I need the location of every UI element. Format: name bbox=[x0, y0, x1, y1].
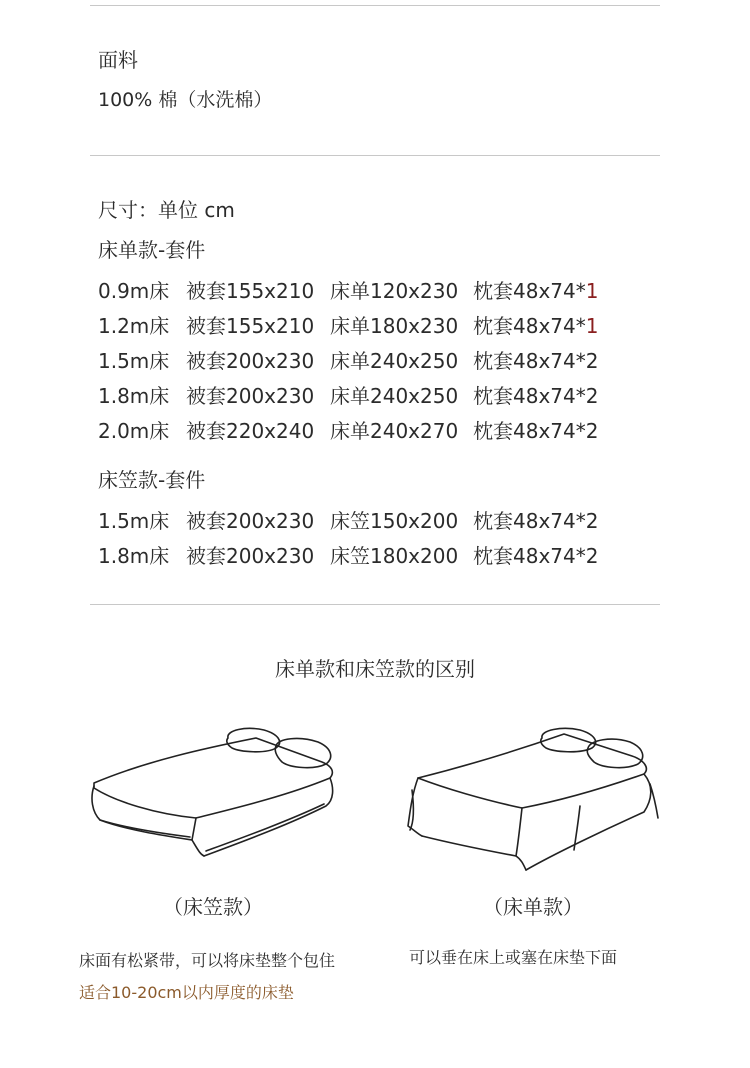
flat-sheet-caption: （床单款） bbox=[483, 895, 583, 919]
sheet-size: 床单240x250 bbox=[330, 349, 459, 373]
pillow-label: 枕套48x74* bbox=[473, 544, 586, 568]
bed-size: 1.8m床 bbox=[98, 544, 170, 568]
sheet-size: 床笠150x200 bbox=[330, 509, 459, 533]
bed-size: 1.8m床 bbox=[98, 384, 170, 408]
pillow-size bbox=[473, 279, 598, 303]
pillow-label: 枕套48x74* bbox=[473, 349, 586, 373]
pillow-qty: 2 bbox=[585, 509, 599, 533]
bed-size: 1.5m床 bbox=[98, 349, 170, 373]
duvet-size: 被套155x210 bbox=[186, 314, 315, 338]
pillow-label: 枕套48x74* bbox=[473, 314, 586, 338]
duvet-size: 被套200x230 bbox=[186, 544, 315, 568]
duvet-size: 被套200x230 bbox=[186, 349, 315, 373]
fitted-sheet-note: 床面有松紧带，可以将床垫整个包住 bbox=[79, 951, 336, 970]
sheet-size: 床单240x270 bbox=[330, 419, 459, 443]
fitted-sheet-caption: （床笠款） bbox=[163, 895, 263, 919]
bed-size: 1.5m床 bbox=[98, 509, 170, 533]
pillow-qty: 2 bbox=[585, 544, 599, 568]
pillow-size bbox=[473, 384, 598, 408]
pillow-qty: 1 bbox=[585, 314, 599, 338]
duvet-size: 被套155x210 bbox=[186, 279, 315, 303]
top-divider bbox=[90, 5, 660, 6]
bed-size: 1.2m床 bbox=[98, 314, 170, 338]
fabric-value: 100% 棉（水洗棉） bbox=[98, 89, 273, 111]
size-unit-label: 尺寸：单位 cm bbox=[98, 198, 235, 222]
pillow-qty: 2 bbox=[585, 349, 599, 373]
pillow-size bbox=[473, 509, 598, 533]
pillow-label: 枕套48x74* bbox=[473, 384, 586, 408]
fabric-label: 面料 bbox=[98, 48, 138, 72]
bed-size: 2.0m床 bbox=[98, 419, 170, 443]
bed-size: 0.9m床 bbox=[98, 279, 170, 303]
pillow-size bbox=[473, 349, 598, 373]
pillow-qty: 1 bbox=[585, 279, 599, 303]
pillow-qty: 2 bbox=[585, 419, 599, 443]
pillow-label: 枕套48x74* bbox=[473, 509, 586, 533]
sheet-size: 床笠180x200 bbox=[330, 544, 459, 568]
duvet-size: 被套200x230 bbox=[186, 509, 315, 533]
duvet-size: 被套200x230 bbox=[186, 384, 315, 408]
size-divider bbox=[90, 604, 660, 605]
pillow-label: 枕套48x74* bbox=[473, 279, 586, 303]
fitted-sheet-heading: 床笠款-套件 bbox=[98, 468, 206, 492]
fitted-sheet-bed-illustration bbox=[86, 726, 342, 866]
pillow-size bbox=[473, 419, 598, 443]
fitted-sheet-note-thickness: 适合10-20cm以内厚度的床垫 bbox=[79, 983, 294, 1002]
sheet-size: 床单180x230 bbox=[330, 314, 459, 338]
pillow-qty: 2 bbox=[585, 384, 599, 408]
fabric-divider bbox=[90, 155, 660, 156]
duvet-size: 被套220x240 bbox=[186, 419, 315, 443]
pillow-size bbox=[473, 544, 598, 568]
pillow-size bbox=[473, 314, 598, 338]
sheet-size: 床单120x230 bbox=[330, 279, 459, 303]
sheet-size: 床单240x250 bbox=[330, 384, 459, 408]
pillow-label: 枕套48x74* bbox=[473, 419, 586, 443]
flat-sheet-note: 可以垂在床上或塞在床垫下面 bbox=[409, 948, 618, 967]
comparison-title: 床单款和床笠款的区别 bbox=[275, 657, 475, 681]
flat-sheet-bed-illustration bbox=[404, 726, 660, 876]
flat-sheet-heading: 床单款-套件 bbox=[98, 238, 206, 262]
